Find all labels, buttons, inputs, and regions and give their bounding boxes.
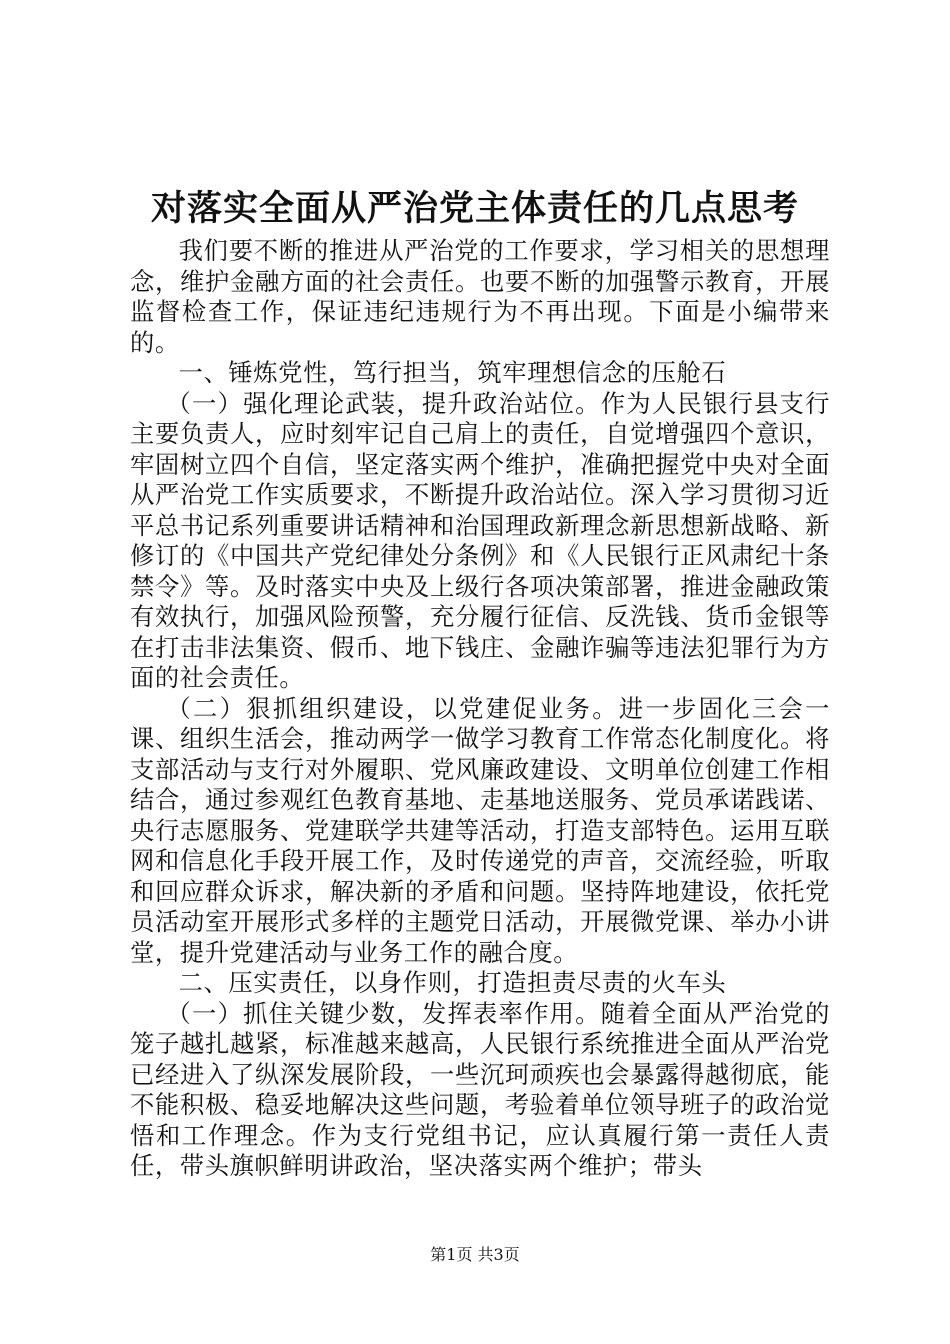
page-footer: 第1页 共3页 bbox=[430, 1245, 520, 1264]
document-title: 对落实全面从严治党主体责任的几点思考 bbox=[150, 188, 799, 229]
paragraph-2-1: （一）抓住关键少数，发挥表率作用。随着全面从严治党的笼子越扎越紧，标准越来越高，人民银行系统推进全面从严治党已经进入了纵深发展阶段，一些沉珂顽疾也会暴露得越彻底，能不能积极、稳妥地解决这些问题，考验着单位领导班子的政治觉悟和工作理念。作为支行党组书记，应认真履行第一责任人责任，带头旗帜鲜明讲政治，坚决落实两个维护；带头 bbox=[130, 998, 830, 1180]
section-heading-2: 二、压实责任，以身作则，打造担责尽责的火车头 bbox=[178, 968, 727, 997]
paragraph-1-1: （一）强化理论武装，提升政治站位。作为人民银行县支行主要负责人，应时刻牢记自己肩上的责任，自觉增强四个意识，牢固树立四个自信，坚定落实两个维护，准确把握党中央对全面从严治党工作实质要求，不断提升政治站位。深入学习贯彻习近平总书记系列重要讲话精神和治国理政新理念新思想新战略、新修订的《中国共产党纪律处分条例》和《人民银行正风肃纪十条禁令》等。及时落实中央及上级行各项决策部署，推进金融政策有效执行，加强风险预警，充分履行征信、反洗钱、货币金银等在打击非法集资、假币、地下钱庄、金融诈骗等违法犯罪行为方面的社会责任。 bbox=[130, 388, 830, 692]
section-heading-1: 一、锤炼党性，笃行担当，筑牢理想信念的压舱石 bbox=[178, 358, 727, 387]
paragraph-1-2: （二）狠抓组织建设，以党建促业务。进一步固化三会一课、组织生活会，推动两学一做学习教育工作常态化制度化。将支部活动与支行对外履职、党风廉政建设、文明单位创建工作相结合，通过参观红色教育基地、走基地送服务、党员承诺践诺、央行志愿服务、党建联学共建等活动，打造支部特色。运用互联网和信息化手段开展工作，及时传递党的声音，交流经验，听取和回应群众诉求，解决新的矛盾和问题。坚持阵地建设，依托党员活动室开展形式多样的主题党日活动，开展微党课、举办小讲堂，提升党建活动与业务工作的融合度。 bbox=[130, 693, 830, 967]
document-body bbox=[130, 236, 830, 1182]
paragraph-intro: 我们要不断的推进从严治党的工作要求，学习相关的思想理念，维护金融方面的社会责任。也要不断的加强警示教育，开展监督检查工作，保证违纪违规行为不再出现。下面是小编带来的。 bbox=[130, 236, 830, 357]
